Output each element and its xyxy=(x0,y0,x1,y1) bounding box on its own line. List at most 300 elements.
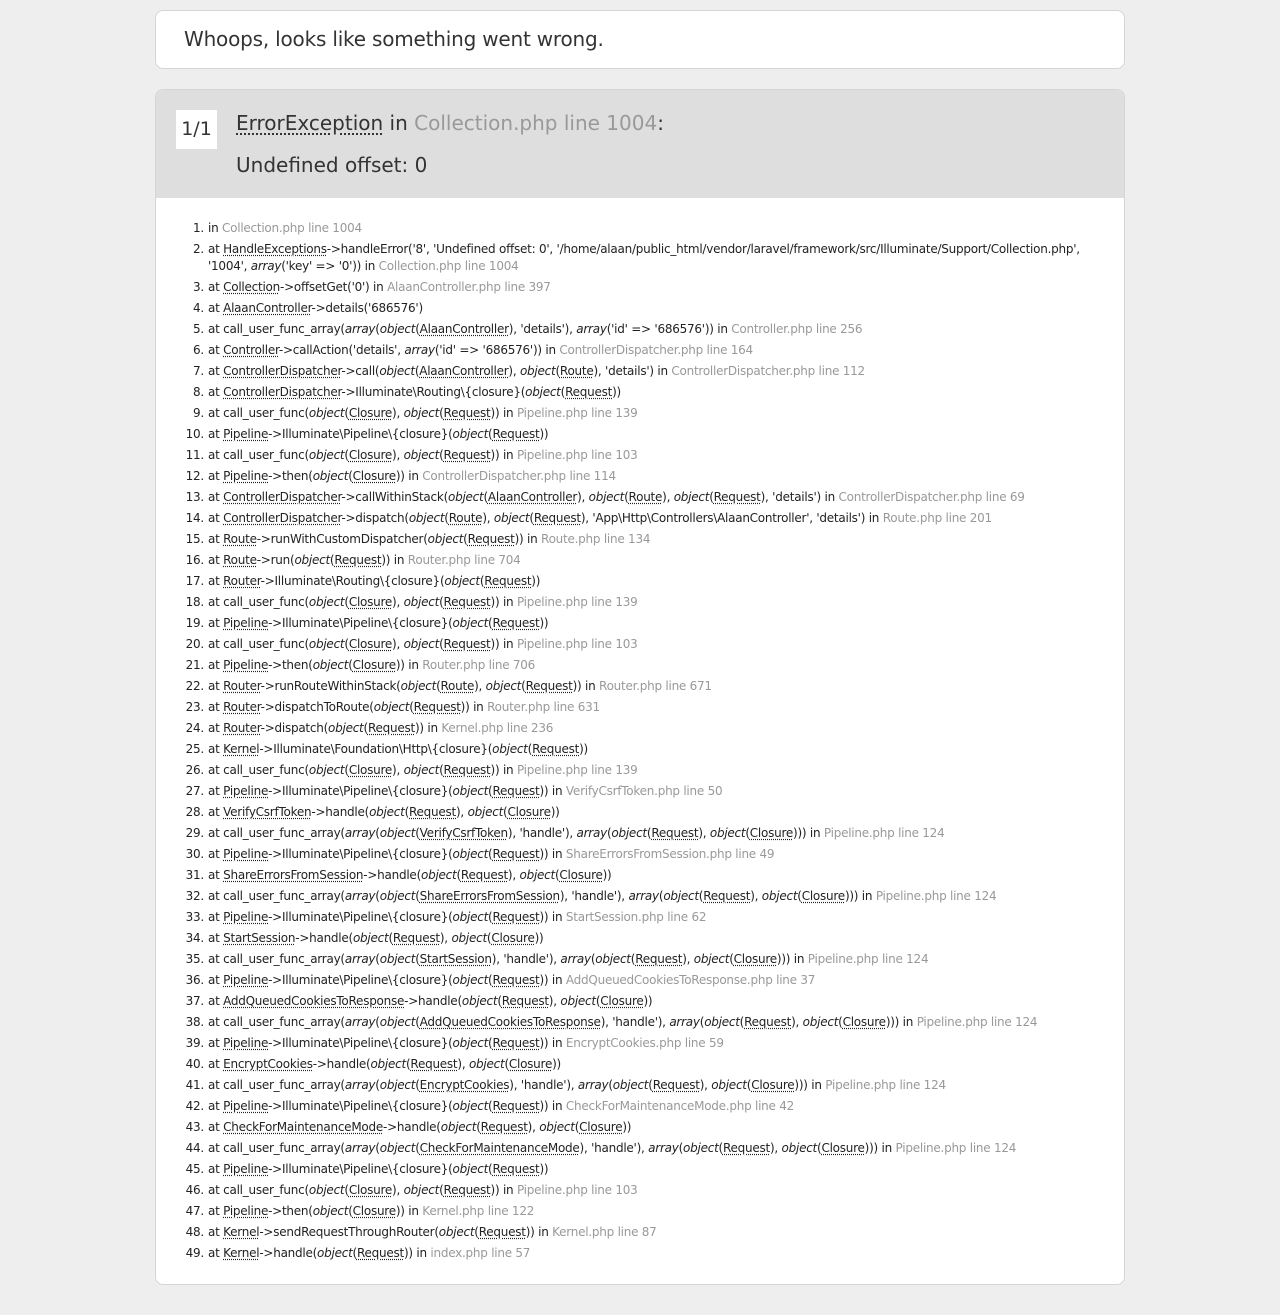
trace-number: 39. xyxy=(185,1036,204,1050)
trace-text: ( xyxy=(444,511,449,525)
trace-item xyxy=(185,657,1124,674)
file-location: Pipeline.php line 124 xyxy=(875,889,997,903)
trace-text: ( xyxy=(348,469,353,483)
type-keyword: object xyxy=(379,826,416,840)
type-keyword: object xyxy=(427,532,464,546)
trace-text: ( xyxy=(436,679,441,693)
trace-text: at call_user_func( xyxy=(208,1183,309,1197)
type-keyword: object xyxy=(452,910,489,924)
trace-text: ( xyxy=(521,679,526,693)
class-name: Request xyxy=(460,868,508,882)
trace-number: 46. xyxy=(185,1183,204,1197)
trace-number: 24. xyxy=(185,721,204,735)
class-name: Pipeline xyxy=(223,784,269,798)
type-keyword: object xyxy=(408,511,445,525)
trace-number: 23. xyxy=(185,700,204,714)
exception-title xyxy=(236,110,664,136)
type-keyword: object xyxy=(379,1141,416,1155)
type-keyword: object xyxy=(663,889,699,903)
class-name: Request xyxy=(443,1183,491,1197)
trace-text: ), 'handle'), xyxy=(507,826,577,840)
class-name: Closure xyxy=(352,658,396,672)
trace-text: at xyxy=(208,1204,224,1218)
trace-text: ( xyxy=(488,1162,493,1176)
class-name: Collection xyxy=(223,280,280,294)
class-name: Kernel xyxy=(223,742,260,756)
trace-number: 29. xyxy=(185,826,204,840)
type-keyword: object xyxy=(704,1015,740,1029)
class-name: Closure xyxy=(600,994,644,1008)
class-name: Request xyxy=(356,1246,404,1260)
class-name: Pipeline xyxy=(223,616,269,630)
trace-text: ( xyxy=(348,658,353,672)
class-name: Request xyxy=(722,1141,770,1155)
trace-text: ), xyxy=(392,595,404,609)
trace-number: 17. xyxy=(185,574,204,588)
class-name: Request xyxy=(443,595,491,609)
exception-block xyxy=(155,89,1125,1285)
trace-item xyxy=(185,1014,1124,1031)
trace-text: ->Illuminate\Routing\{closure}( xyxy=(260,574,445,588)
trace-text: ( xyxy=(404,805,409,819)
type-keyword: object xyxy=(308,1183,345,1197)
trace-item xyxy=(185,720,1124,737)
trace-text: ->handle( xyxy=(383,1120,441,1134)
trace-text: ( xyxy=(483,490,488,504)
trace-text: )) xyxy=(539,427,549,441)
trace-item xyxy=(185,531,1124,548)
trace-number: 47. xyxy=(185,1204,204,1218)
type-keyword: object xyxy=(493,511,530,525)
type-keyword: object xyxy=(452,1162,489,1176)
trace-number: 7. xyxy=(193,364,204,378)
trace-text: ( xyxy=(709,490,714,504)
type-keyword: object xyxy=(308,406,345,420)
trace-number: 5. xyxy=(193,322,204,336)
trace-text: ('id' => '686576')) in xyxy=(434,343,560,357)
trace-text: ), xyxy=(392,448,404,462)
file-location: Kernel.php line 87 xyxy=(552,1225,657,1239)
trace-text: ->handleError('8', 'Undefined offset: 0', '/home/alaan/public_html/vendor/laravel/framework/src/Illuminate/Support/Collection.php', '1004', xyxy=(208,242,1080,273)
trace-number: 1. xyxy=(193,221,204,235)
type-keyword: object xyxy=(802,1015,839,1029)
trace-item xyxy=(193,384,1124,401)
trace-text: ), 'handle'), xyxy=(600,1015,670,1029)
class-name: Request xyxy=(492,1162,540,1176)
file-location: AlaanController.php line 397 xyxy=(387,280,551,294)
trace-text: ), xyxy=(457,1057,469,1071)
file-location: Route.php line 201 xyxy=(882,511,992,525)
trace-text: )) in xyxy=(490,406,517,420)
trace-number: 16. xyxy=(185,553,204,567)
trace-item xyxy=(185,783,1124,800)
class-name: Closure xyxy=(348,448,393,462)
trace-text: ( xyxy=(488,427,493,441)
class-name: Request xyxy=(409,805,456,819)
trace-item xyxy=(185,1140,1124,1157)
file-location: Pipeline.php line 124 xyxy=(823,826,945,840)
type-keyword: object xyxy=(709,826,746,840)
trace-text: at xyxy=(208,1225,224,1239)
trace-number: 36. xyxy=(185,973,204,987)
type-keyword: array xyxy=(560,952,591,966)
file-location: Router.php line 671 xyxy=(599,679,712,693)
type-keyword: object xyxy=(683,1141,719,1155)
type-keyword: object xyxy=(440,1120,477,1134)
class-name: Closure xyxy=(821,1141,865,1155)
trace-item xyxy=(193,279,1124,296)
trace-item xyxy=(185,489,1124,506)
trace-item xyxy=(185,552,1124,569)
class-name: AlaanController xyxy=(223,301,312,315)
file-location: StartSession.php line 62 xyxy=(565,910,707,924)
trace-text: at call_user_func_array( xyxy=(208,826,345,840)
trace-text: )) in xyxy=(490,763,517,777)
trace-text: ( xyxy=(646,826,652,840)
trace-text: )) xyxy=(531,574,541,588)
trace-text: at xyxy=(208,1057,224,1071)
class-name: Request xyxy=(367,721,415,735)
file-location: ShareErrorsFromSession.php line 49 xyxy=(565,847,775,861)
trace-text: ( xyxy=(415,1141,420,1155)
type-keyword: object xyxy=(444,574,480,588)
trace-item xyxy=(185,993,1124,1010)
trace-number: 48. xyxy=(185,1225,204,1239)
trace-text: )) in xyxy=(539,1036,566,1050)
trace-text: at xyxy=(208,679,224,693)
trace-number: 13. xyxy=(185,490,204,504)
file-location: Pipeline.php line 124 xyxy=(895,1141,1017,1155)
trace-text: ( xyxy=(746,1078,752,1092)
trace-text: at xyxy=(208,742,224,756)
type-keyword: object xyxy=(448,490,484,504)
trace-item xyxy=(185,867,1124,884)
type-keyword: array xyxy=(576,826,607,840)
trace-number: 26. xyxy=(185,763,204,777)
file-location: Route.php line 134 xyxy=(541,532,651,546)
trace-text: ( xyxy=(554,868,560,882)
trace-text: ->Illuminate\Pipeline\{closure}( xyxy=(268,616,453,630)
trace-number: 28. xyxy=(185,805,204,819)
class-name: AddQueuedCookiesToResponse xyxy=(223,994,405,1008)
trace-number: 6. xyxy=(193,343,204,357)
type-keyword: object xyxy=(379,889,416,903)
trace-item xyxy=(193,220,1124,237)
trace-number: 14. xyxy=(185,511,204,525)
trace-item xyxy=(185,909,1124,926)
trace-text: )) in xyxy=(414,721,442,735)
trace-text: ->callWithinStack( xyxy=(341,490,448,504)
trace-text: ->handle( xyxy=(312,1057,371,1071)
type-keyword: array xyxy=(344,322,376,336)
trace-text: ->Illuminate\Routing\{closure}( xyxy=(341,385,526,399)
trace-text: ( xyxy=(698,889,704,903)
trace-number: 12. xyxy=(185,469,204,483)
trace-text: ( xyxy=(488,784,493,798)
trace-text: )) in xyxy=(381,553,408,567)
class-name: Pipeline xyxy=(223,847,269,861)
class-name: Pipeline xyxy=(223,1162,269,1176)
class-name: Request xyxy=(478,1225,526,1239)
trace-number: 34. xyxy=(185,931,204,945)
trace-text: ), xyxy=(392,406,404,420)
class-name: Closure xyxy=(749,826,794,840)
exception-counter: 1/1 xyxy=(176,110,217,149)
trace-text: ( xyxy=(488,1099,493,1113)
class-name: CheckForMaintenanceMode xyxy=(223,1120,384,1134)
trace-item xyxy=(193,241,1124,275)
trace-text: at xyxy=(208,427,224,441)
class-name: Request xyxy=(410,1057,458,1071)
trace-text: ( xyxy=(817,1141,822,1155)
trace-text: at xyxy=(208,385,224,399)
trace-text: )) in xyxy=(460,700,488,714)
trace-item xyxy=(185,1098,1124,1115)
trace-text: ), 'handle'), xyxy=(509,1078,578,1092)
trace-text: )) in xyxy=(572,679,600,693)
trace-number: 37. xyxy=(185,994,204,1008)
trace-text: ( xyxy=(348,1204,353,1218)
trace-text: ( xyxy=(375,826,380,840)
class-name: Route xyxy=(448,511,483,525)
trace-text: ))) in xyxy=(844,889,876,903)
trace-item xyxy=(185,825,1124,842)
type-keyword: object xyxy=(369,805,405,819)
type-keyword: object xyxy=(611,826,647,840)
trace-text: ( xyxy=(329,553,335,567)
class-name: Closure xyxy=(348,595,393,609)
trace-item xyxy=(185,762,1124,779)
trace-item xyxy=(185,951,1124,968)
trace-text: ( xyxy=(555,364,560,378)
exception-location: Collection.php line 1004 xyxy=(414,111,658,135)
class-name: Closure xyxy=(352,1204,396,1218)
trace-text: ), xyxy=(507,868,520,882)
file-location: Pipeline.php line 103 xyxy=(516,448,638,462)
class-name: Request xyxy=(525,679,573,693)
class-name: Request xyxy=(713,490,761,504)
trace-text: ( xyxy=(439,763,444,777)
class-name: Request xyxy=(492,427,540,441)
class-name: Pipeline xyxy=(223,658,269,672)
trace-text: ->handle( xyxy=(311,805,370,819)
trace-text: ), xyxy=(769,1141,782,1155)
trace-text: at xyxy=(208,1120,224,1134)
class-name: Request xyxy=(413,700,461,714)
trace-text: ->Illuminate\Pipeline\{closure}( xyxy=(268,1162,453,1176)
trace-text: ( xyxy=(527,742,533,756)
file-location: Pipeline.php line 139 xyxy=(516,763,638,777)
trace-text: ( xyxy=(439,448,444,462)
trace-text: ('key' => '0')) in xyxy=(281,259,379,273)
type-keyword: object xyxy=(519,868,555,882)
trace-number: 10. xyxy=(185,427,204,441)
trace-text: )) in xyxy=(490,448,517,462)
trace-number: 19. xyxy=(185,616,204,630)
trace-text: ( xyxy=(488,616,493,630)
trace-text: ), 'details') in xyxy=(760,490,839,504)
file-location: ControllerDispatcher.php line 114 xyxy=(422,469,616,483)
trace-text: ( xyxy=(439,406,444,420)
class-name: Request xyxy=(492,847,540,861)
trace-text: )) xyxy=(534,931,544,945)
class-name: Closure xyxy=(348,1183,393,1197)
type-keyword: array xyxy=(344,889,376,903)
class-name: Closure xyxy=(751,1078,795,1092)
type-keyword: object xyxy=(452,973,489,987)
trace-number: 43. xyxy=(185,1120,204,1134)
file-location: Pipeline.php line 103 xyxy=(516,637,638,651)
trace-text: )) xyxy=(539,616,549,630)
trace-text: at call_user_func( xyxy=(208,448,309,462)
class-name: Request xyxy=(492,910,540,924)
trace-text: ( xyxy=(344,763,349,777)
class-name: Closure xyxy=(733,952,777,966)
trace-text: ))) in xyxy=(793,826,824,840)
trace-text: ( xyxy=(606,826,612,840)
trace-text: ->Illuminate\Pipeline\{closure}( xyxy=(268,1099,453,1113)
type-keyword: object xyxy=(612,1078,649,1092)
trace-text: ->details('686576') xyxy=(311,301,423,315)
trace-text: at xyxy=(208,1099,224,1113)
trace-text: ), 'handle'), xyxy=(491,952,561,966)
trace-text: ( xyxy=(503,805,508,819)
trace-item xyxy=(185,699,1124,716)
trace-text: in xyxy=(208,221,223,235)
type-keyword: object xyxy=(539,1120,575,1134)
trace-text: at xyxy=(208,805,224,819)
trace-text: )) xyxy=(579,742,588,756)
type-keyword: object xyxy=(379,1078,416,1092)
file-location: AddQueuedCookiesToResponse.php line 37 xyxy=(565,973,816,987)
class-name: Request xyxy=(492,616,540,630)
trace-text: ), xyxy=(392,1183,404,1197)
trace-text: ( xyxy=(699,1015,705,1029)
trace-text: ), xyxy=(791,1015,803,1029)
type-keyword: array xyxy=(628,889,659,903)
trace-item xyxy=(185,573,1124,590)
class-name: Request xyxy=(703,889,751,903)
trace-text: at xyxy=(208,1246,224,1260)
class-name: Request xyxy=(651,826,699,840)
trace-text: ->then( xyxy=(268,1204,313,1218)
trace-text: ( xyxy=(415,826,420,840)
trace-text: at xyxy=(208,784,224,798)
trace-text: ( xyxy=(595,994,601,1008)
file-location: ControllerDispatcher.php line 164 xyxy=(559,343,753,357)
type-keyword: object xyxy=(308,448,345,462)
trace-number: 20. xyxy=(185,637,204,651)
type-keyword: object xyxy=(403,637,440,651)
class-name: AlaanController xyxy=(419,364,509,378)
class-name: AlaanController xyxy=(487,490,578,504)
trace-text: ( xyxy=(658,889,664,903)
trace-item xyxy=(185,1119,1124,1136)
trace-number: 32. xyxy=(185,889,204,903)
class-name: Pipeline xyxy=(223,1204,269,1218)
class-name: Route xyxy=(223,553,257,567)
class-name: ControllerDispatcher xyxy=(223,490,342,504)
class-name: Request xyxy=(652,1078,700,1092)
class-name: VerifyCsrfToken xyxy=(419,826,508,840)
trace-number: 38. xyxy=(185,1015,204,1029)
class-name: Request xyxy=(443,763,491,777)
type-keyword: object xyxy=(461,994,498,1008)
trace-text: ( xyxy=(363,721,368,735)
trace-text: at xyxy=(208,847,224,861)
trace-text: ->runWithCustomDispatcher( xyxy=(256,532,428,546)
trace-text: at call_user_func( xyxy=(208,637,309,651)
trace-text: at xyxy=(208,721,224,735)
trace-text: ( xyxy=(476,1120,481,1134)
trace-text: ( xyxy=(560,385,566,399)
trace-text: ))) in xyxy=(864,1141,896,1155)
trace-text: ), xyxy=(527,1120,540,1134)
trace-item xyxy=(185,888,1124,905)
class-name: Request xyxy=(443,637,491,651)
class-name: Closure xyxy=(559,868,603,882)
trace-text: ( xyxy=(375,322,380,336)
trace-number: 22. xyxy=(185,679,204,693)
trace-text: ), xyxy=(682,952,694,966)
trace-text: at call_user_func_array( xyxy=(208,322,345,336)
file-location: Collection.php line 1004 xyxy=(222,221,362,235)
trace-text: ->Illuminate\Foundation\Http\{closure}( xyxy=(259,742,493,756)
trace-text: )) in xyxy=(490,1183,517,1197)
class-name: EncryptCookies xyxy=(419,1078,510,1092)
trace-text: ( xyxy=(488,973,493,987)
trace-text: ('id' => '686576')) in xyxy=(606,322,732,336)
trace-number: 44. xyxy=(185,1141,204,1155)
type-keyword: object xyxy=(452,616,489,630)
trace-text: ( xyxy=(624,490,629,504)
exception-class: ErrorException xyxy=(236,111,384,135)
class-name: Closure xyxy=(507,805,551,819)
class-name: Request xyxy=(443,406,491,420)
type-keyword: object xyxy=(451,931,487,945)
trace-item xyxy=(193,405,1124,422)
trace-text: ->handle( xyxy=(259,1246,318,1260)
class-name: Request xyxy=(533,511,581,525)
trace-text: ->handle( xyxy=(363,868,421,882)
file-location: Pipeline.php line 103 xyxy=(516,1183,638,1197)
trace-text: )) in xyxy=(395,1204,423,1218)
trace-text: ( xyxy=(488,1036,493,1050)
trace-text: )) in xyxy=(490,595,517,609)
type-keyword: object xyxy=(379,1015,416,1029)
trace-text: ( xyxy=(388,931,393,945)
trace-text: )) in xyxy=(395,658,423,672)
trace-text: ->dispatch( xyxy=(341,511,409,525)
class-name: Closure xyxy=(842,1015,886,1029)
trace-item xyxy=(185,846,1124,863)
type-keyword: object xyxy=(452,427,489,441)
class-name: Closure xyxy=(579,1120,623,1134)
trace-text: )) in xyxy=(539,910,566,924)
trace-text: ( xyxy=(456,868,461,882)
class-name: AlaanController xyxy=(419,322,509,336)
class-name: Kernel xyxy=(223,1225,260,1239)
type-keyword: object xyxy=(421,868,457,882)
trace-text: ->runRouteWithinStack( xyxy=(260,679,401,693)
trace-text: ( xyxy=(529,511,534,525)
trace-text: ( xyxy=(344,406,349,420)
trace-text: ( xyxy=(488,847,493,861)
trace-item xyxy=(185,1182,1124,1199)
class-name: Request xyxy=(565,385,613,399)
trace-text: ), xyxy=(392,763,404,777)
trace-text: ), xyxy=(456,805,468,819)
